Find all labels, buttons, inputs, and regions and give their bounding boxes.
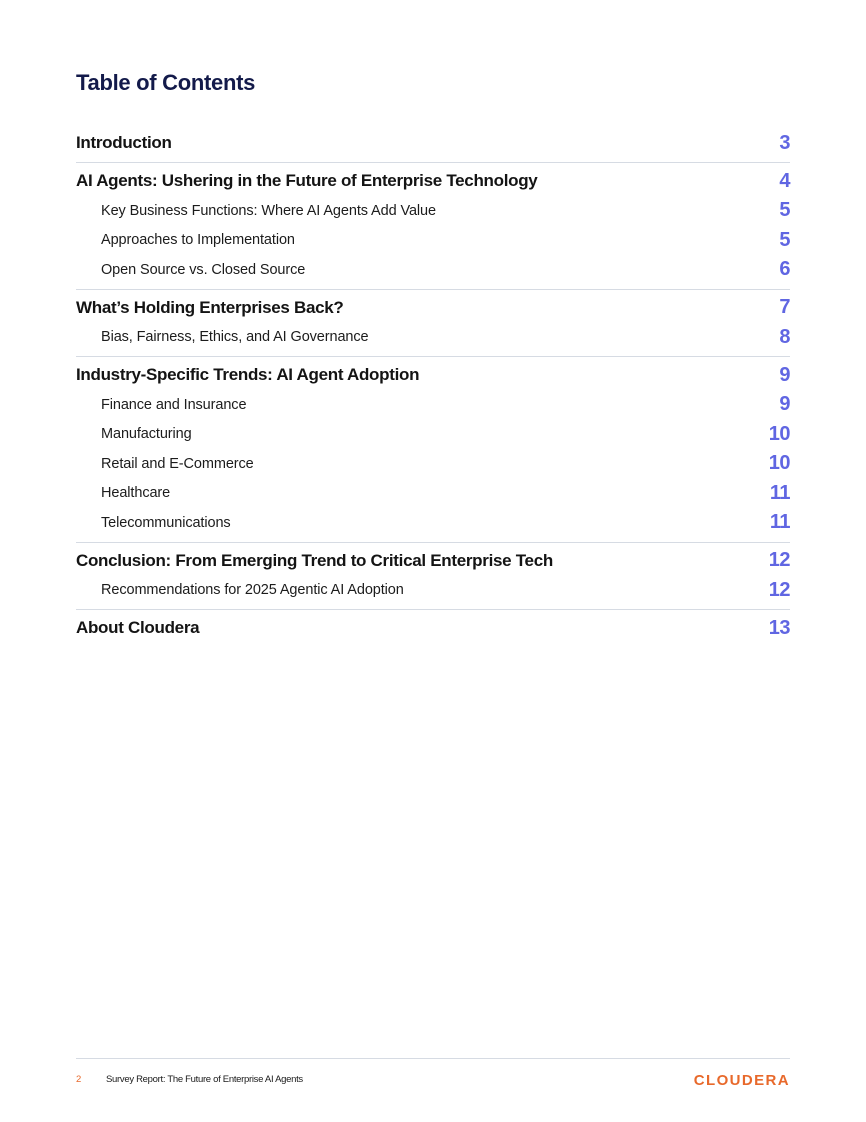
toc-subentry-label: Retail and E-Commerce	[101, 455, 254, 472]
toc-entry-page: 12	[768, 549, 790, 571]
toc-section	[76, 163, 790, 290]
toc-subentry-label: Manufacturing	[101, 426, 192, 443]
toc-entry-about-cloudera[interactable]	[76, 613, 790, 643]
toc-section	[76, 610, 790, 647]
toc-entry-industry-trends[interactable]	[76, 360, 790, 390]
toc-subentry-label: Healthcare	[101, 485, 171, 502]
toc-subentry-bias-fairness[interactable]	[76, 323, 790, 353]
toc-entry-holding-back[interactable]	[76, 293, 790, 323]
toc-subentry-page: 11	[769, 481, 790, 504]
toc-subentry-finance[interactable]	[76, 390, 790, 420]
toc-entry-page: 3	[779, 131, 790, 154]
toc-entry-introduction[interactable]	[76, 128, 790, 158]
toc-subentry-recommendations[interactable]	[76, 576, 790, 606]
toc-subentry-label: Telecommunications	[101, 514, 231, 531]
page-title: Table of Contents	[76, 70, 256, 95]
toc-entry-page: 9	[779, 363, 790, 386]
toc-subentry-label: Open Source vs. Closed Source	[101, 261, 306, 278]
toc-subentry-page: 5	[779, 228, 790, 251]
toc-subentry-page: 10	[768, 452, 790, 475]
toc-subentry-page: 11	[769, 511, 790, 534]
toc-subentry-healthcare[interactable]	[76, 479, 790, 509]
toc-entry-label: What’s Holding Enterprises Back?	[76, 297, 344, 317]
toc-entry-page: 4	[779, 169, 790, 192]
toc-section	[76, 357, 790, 543]
toc-subentry-page: 6	[779, 258, 790, 281]
toc-subentry-page: 9	[779, 393, 790, 416]
toc-entry-page: 13	[768, 616, 790, 639]
toc-subentry-label: Recommendations for 2025 Agentic AI Adoption	[101, 582, 404, 599]
toc-subentry-label: Approaches to Implementation	[101, 232, 295, 249]
toc-subentry-open-source[interactable]	[76, 255, 790, 285]
cloudera-logo: CLOUDERA	[693, 1071, 790, 1089]
toc-entry-label: AI Agents: Ushering in the Future of Enterprise Technology	[76, 171, 538, 190]
toc-section	[76, 543, 790, 611]
toc-subentry-page: 10	[768, 422, 790, 445]
toc-entry-label: Industry-Specific Trends: AI Agent Adoption	[76, 365, 420, 384]
toc-subentry-label: Key Business Functions: Where AI Agents Add Value	[101, 202, 436, 219]
toc-entry-ai-agents[interactable]	[76, 166, 790, 196]
toc-subentry-retail[interactable]	[76, 449, 790, 479]
footer-divider	[76, 1058, 790, 1059]
toc-subentry-page: 12	[768, 578, 790, 601]
footer-page-number: 2	[76, 1074, 82, 1085]
toc-section	[76, 125, 790, 163]
toc-subentry-label: Bias, Fairness, Ethics, and AI Governance	[101, 329, 369, 346]
toc-subentry-key-business-functions[interactable]	[76, 196, 790, 226]
toc-entry-page: 7	[779, 296, 790, 318]
toc-subentry-label: Finance and Insurance	[101, 396, 247, 413]
toc-subentry-telecommunications[interactable]	[76, 508, 790, 538]
toc-subentry-manufacturing[interactable]	[76, 420, 790, 450]
toc-subentry-approaches[interactable]	[76, 226, 790, 256]
footer-report-title: Survey Report: The Future of Enterprise AI Agents	[106, 1074, 303, 1085]
toc-entry-conclusion[interactable]	[76, 546, 790, 576]
toc-entry-label: Conclusion: From Emerging Trend to Critical Enterprise Tech	[76, 550, 553, 570]
table-of-contents	[76, 125, 790, 647]
toc-section	[76, 290, 790, 358]
toc-subentry-page: 8	[779, 325, 790, 348]
toc-entry-label: Introduction	[76, 133, 172, 152]
toc-subentry-page: 5	[779, 199, 790, 222]
toc-entry-label: About Cloudera	[76, 618, 200, 637]
